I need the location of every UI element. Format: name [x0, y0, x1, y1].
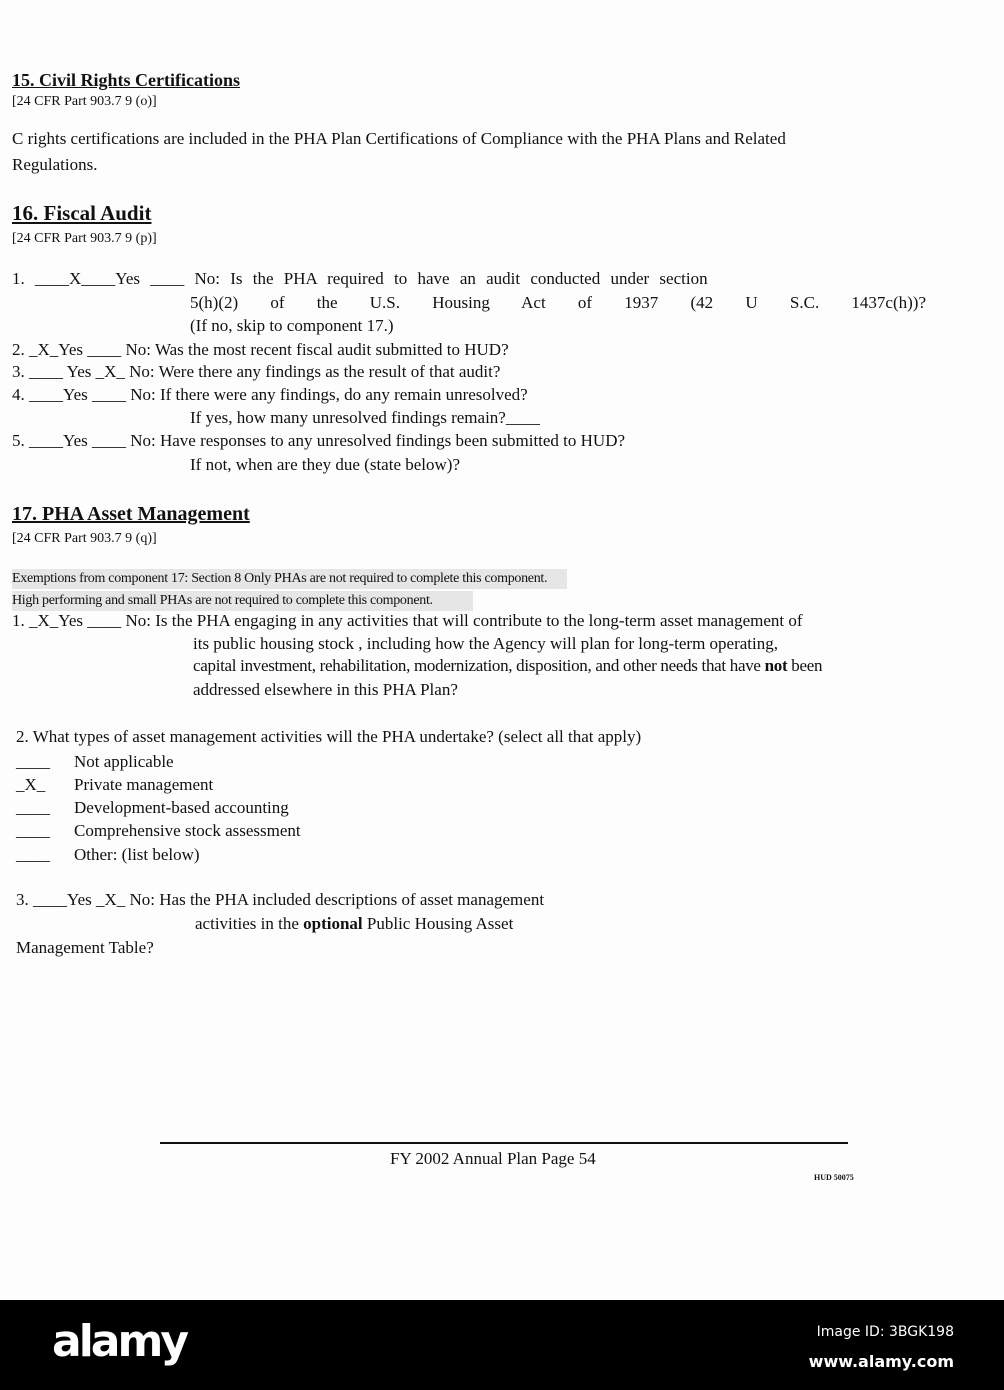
option-mark: ____ [16, 821, 50, 840]
option-mark: ____ [16, 752, 50, 771]
option-label: Not applicable [74, 752, 174, 771]
audit-q4-cont: If yes, how many unresolved findings remain?____ [190, 408, 540, 427]
section-15-text-2: Regulations. [12, 155, 98, 174]
bold-text: optional [303, 914, 363, 933]
asset-q1-cont: its public housing stock , including how the Agency will plan for long-term operating, [193, 634, 778, 653]
section-16-cfr: [24 CFR Part 903.7 9 (p)] [12, 231, 157, 246]
asset-q3: 3. ____Yes _X_ No: Has the PHA included descriptions of asset management [16, 890, 545, 909]
text: Public Housing Asset [362, 914, 514, 933]
option-other [16, 845, 200, 865]
asset-q3-cont-2: Management Table? [16, 938, 154, 957]
section-17-cfr: [24 CFR Part 903.7 9 (q)] [12, 531, 157, 546]
section-16-title: 16. Fiscal Audit [12, 201, 152, 225]
bold-text: not [764, 656, 788, 675]
alamy-logo: alamy [52, 1316, 186, 1367]
option-mark: ____ [16, 845, 50, 864]
audit-q5-cont: If not, when are they due (state below)? [190, 455, 460, 474]
option-label: Other: (list below) [74, 845, 200, 864]
option-label: Comprehensive stock assessment [74, 821, 301, 840]
audit-q4: 4. ____Yes ____ No: If there were any findings, do any remain unresolved? [12, 385, 528, 404]
option-mark: _X_ [16, 775, 46, 794]
audit-q1-note: (If no, skip to component 17.) [190, 316, 394, 335]
section-15-title: 15. Civil Rights Certifications [12, 70, 240, 90]
option-stock-assessment [16, 821, 301, 841]
option-development-accounting [16, 798, 289, 818]
footer-page: FY 2002 Annual Plan Page 54 [390, 1149, 596, 1168]
text: capital investment, rehabilitation, modernization, disposition, and other needs that have [193, 656, 765, 675]
section-15-cfr: [24 CFR Part 903.7 9 (o)] [12, 94, 157, 109]
option-label: Development-based accounting [74, 798, 289, 817]
exemption-note-1: Exemptions from component 17: Section 8 Only PHAs are not required to complete this component. [12, 569, 567, 589]
asset-q1-cont-2 [193, 656, 822, 676]
text: activities in the [195, 914, 304, 933]
option-not-applicable [16, 752, 174, 772]
image-id: Image ID: 3BGK198 [816, 1324, 954, 1340]
section-15-text: C rights certifications are included in the PHA Plan Certifications of Compliance with the PHA Plans and Related [12, 129, 786, 148]
asset-q1-cont-3: addressed elsewhere in this PHA Plan? [193, 680, 458, 699]
option-mark: ____ [16, 798, 50, 817]
text: been [787, 656, 823, 675]
watermark-site: www.alamy.com [808, 1352, 954, 1371]
option-label: Private management [74, 775, 214, 794]
watermark-bar [0, 1300, 1004, 1390]
audit-q3: 3. ____ Yes _X_ No: Were there any findings as the result of that audit? [12, 362, 501, 381]
footer-form-number: HUD 50075 [814, 1173, 854, 1182]
asset-q3-cont [195, 914, 513, 934]
audit-q2: 2. _X_Yes ____ No: Was the most recent fiscal audit submitted to HUD? [12, 340, 509, 359]
audit-q5: 5. ____Yes ____ No: Have responses to any unresolved findings been submitted to HUD? [12, 431, 626, 450]
footer-rule [160, 1142, 848, 1144]
audit-q1-cont: 5(h)(2) of the U.S. Housing Act of 1937 (42 U S.C. 1437c(h))? [190, 293, 926, 312]
asset-q1: 1. _X_Yes ____ No: Is the PHA engaging in any activities that will contribute to the long-term asset management of [12, 611, 803, 630]
asset-q2: 2. What types of asset management activities will the PHA undertake? (select all that apply) [16, 727, 642, 746]
option-private-management [16, 775, 213, 795]
exemption-note-2: High performing and small PHAs are not required to complete this component. [12, 591, 473, 611]
audit-q1: 1. ____X____Yes ____ No: Is the PHA required to have an audit conducted under section [12, 269, 708, 288]
section-17-title: 17. PHA Asset Management [12, 503, 250, 525]
